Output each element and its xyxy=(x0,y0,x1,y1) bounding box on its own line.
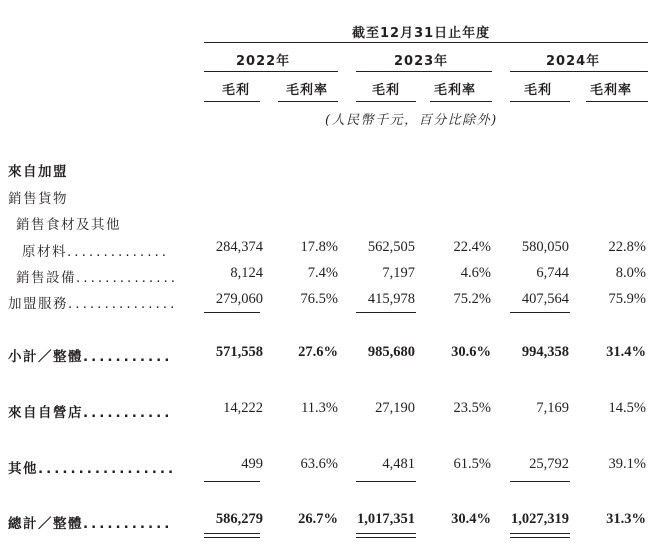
cell: 30.4% xyxy=(451,511,491,527)
year-2022: 2022年 xyxy=(236,54,291,69)
cell: 14.5% xyxy=(608,400,646,416)
cell: 76.5% xyxy=(300,291,338,307)
cell: 31.3% xyxy=(606,511,646,527)
cell: 27.6% xyxy=(298,344,338,360)
section-franchise: 來自加盟 xyxy=(8,164,68,180)
cell: 499 xyxy=(241,456,263,472)
double-rule-3b xyxy=(356,537,416,538)
col-rule-6 xyxy=(586,101,648,102)
cell: 11.3% xyxy=(301,400,338,416)
row-label: 加盟服務............... xyxy=(8,296,178,312)
col-profit-2023: 毛利 xyxy=(372,83,401,98)
col-margin-2023: 毛利率 xyxy=(434,83,477,98)
cell: 22.4% xyxy=(453,239,491,255)
col-rule-5 xyxy=(510,101,570,102)
year-rule-2023 xyxy=(356,71,492,72)
cell: 8,124 xyxy=(230,265,263,281)
subtotal-rule-3 xyxy=(356,312,416,313)
cell: 407,564 xyxy=(521,291,569,307)
col-margin-2022: 毛利率 xyxy=(286,83,329,98)
cell: 994,358 xyxy=(521,344,569,360)
cell: 580,050 xyxy=(521,239,569,255)
col-profit-2022: 毛利 xyxy=(222,83,251,98)
row-label: 原材料.............. xyxy=(22,244,170,260)
cell: 25,792 xyxy=(529,456,569,472)
col-rule-4 xyxy=(430,101,492,102)
cell: 23.5% xyxy=(453,400,491,416)
cell: 30.6% xyxy=(451,344,491,360)
header-rule xyxy=(204,42,648,43)
double-rule-1a xyxy=(204,533,260,534)
cell: 4.6% xyxy=(460,265,491,281)
cell: 22.8% xyxy=(608,239,646,255)
subtotal-rule-1 xyxy=(204,312,260,313)
total-rule-5 xyxy=(510,481,570,482)
col-rule-3 xyxy=(356,101,416,102)
section-ingredients: 銷售食材及其他 xyxy=(16,217,121,233)
cell: 17.8% xyxy=(300,239,338,255)
cell: 75.9% xyxy=(608,291,646,307)
double-rule-3a xyxy=(356,533,416,534)
row-label: 銷售設備.............. xyxy=(16,270,179,286)
year-rule-2022 xyxy=(204,71,338,72)
cell: 1,017,351 xyxy=(357,511,415,527)
cell: 985,680 xyxy=(367,344,415,360)
col-profit-2024: 毛利 xyxy=(524,83,553,98)
cell: 27,190 xyxy=(375,400,415,416)
double-rule-5a xyxy=(510,533,570,534)
cell: 7,169 xyxy=(536,400,569,416)
cell: 7,197 xyxy=(382,265,415,281)
cell: 63.6% xyxy=(300,456,338,472)
cell: 6,744 xyxy=(536,265,569,281)
total-rule-1 xyxy=(204,481,260,482)
cell: 562,505 xyxy=(367,239,415,255)
double-rule-1b xyxy=(204,537,260,538)
row-label-others: 其他................. xyxy=(8,461,177,477)
cell: 279,060 xyxy=(215,291,263,307)
cell: 571,558 xyxy=(215,344,263,360)
year-2023: 2023年 xyxy=(394,54,449,69)
cell: 586,279 xyxy=(215,511,263,527)
cell: 31.4% xyxy=(606,344,646,360)
year-2024: 2024年 xyxy=(546,54,601,69)
col-margin-2024: 毛利率 xyxy=(590,83,633,98)
row-label-total: 總計／整體........... xyxy=(8,516,173,532)
col-rule-1 xyxy=(204,101,260,102)
cell: 61.5% xyxy=(453,456,491,472)
cell: 14,222 xyxy=(223,400,263,416)
cell: 39.1% xyxy=(608,456,646,472)
cell: 284,374 xyxy=(215,239,263,255)
double-rule-5b xyxy=(510,537,570,538)
year-rule-2024 xyxy=(510,71,648,72)
cell: 1,027,319 xyxy=(511,511,569,527)
section-goods: 銷售貨物 xyxy=(8,191,68,207)
unit-note: (人民幣千元，百分比除外) xyxy=(325,113,498,128)
cell: 7.4% xyxy=(307,265,338,281)
row-label-self-operated: 來自自營店........... xyxy=(8,405,173,421)
cell: 75.2% xyxy=(453,291,491,307)
cell: 8.0% xyxy=(615,265,646,281)
cell: 26.7% xyxy=(298,511,338,527)
total-rule-3 xyxy=(356,481,416,482)
row-label-subtotal: 小計／整體........... xyxy=(8,349,173,365)
period-title: 截至12月31日止年度 xyxy=(352,26,491,41)
subtotal-rule-5 xyxy=(510,312,570,313)
col-rule-2 xyxy=(278,101,338,102)
cell: 4,481 xyxy=(382,456,415,472)
cell: 415,978 xyxy=(367,291,415,307)
